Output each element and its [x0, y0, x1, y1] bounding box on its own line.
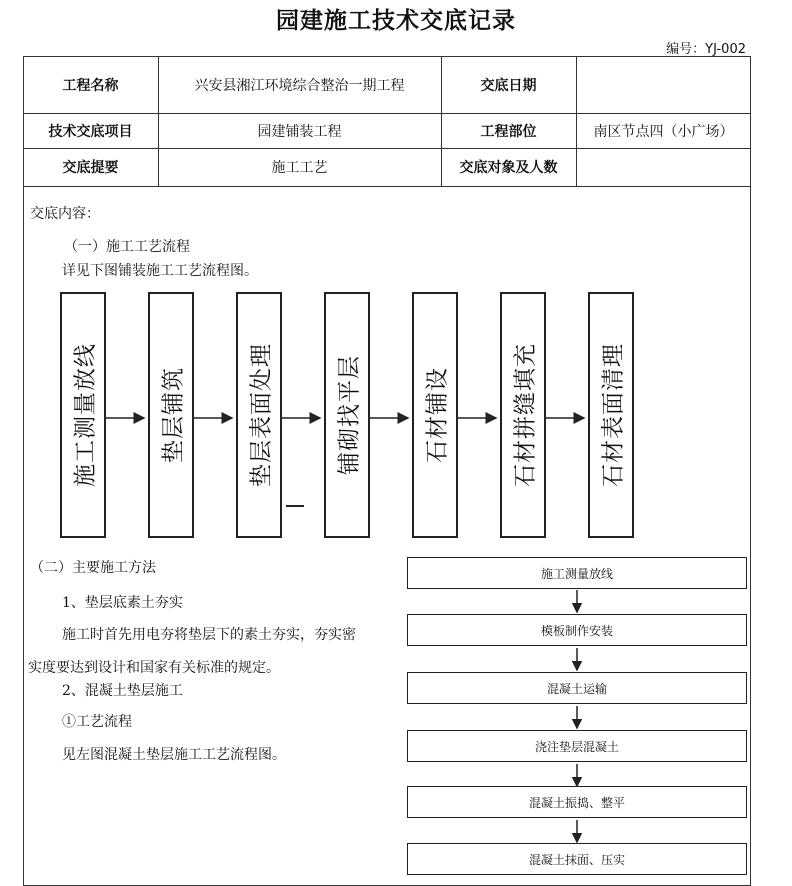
briefing-summary-value: 施工工艺	[271, 160, 328, 176]
concrete-flow-step: 浇注垫层混凝土	[407, 730, 747, 762]
concrete-flow-step: 模板制作安装	[407, 614, 747, 646]
project-location-value: 南区节点四（小广场）	[593, 123, 734, 140]
flow-step: 石材表面清理	[588, 292, 634, 538]
flow-step: 垫层表面处理	[236, 292, 282, 538]
flow-step: 施工测量放线	[60, 292, 106, 538]
flow-step: 石材拼缝填充	[500, 292, 546, 538]
project-name-label: 工程名称	[62, 77, 119, 94]
item2-description: 见左图混凝土垫层施工工艺流程图。	[62, 747, 286, 763]
item1-title: 1、垫层底素土夯实	[62, 595, 183, 611]
concrete-flow-step: 混凝土运输	[407, 672, 747, 704]
content-heading: 交底内容：	[30, 206, 100, 222]
briefing-summary-label: 交底提要	[62, 160, 119, 176]
section1-description: 详见下图铺装施工工艺流程图。	[62, 263, 258, 279]
briefing-date-label: 交底日期	[480, 77, 537, 94]
item1-text-line: 施工时首先用电夯将垫层下的素土夯实，夯实密	[62, 627, 356, 643]
concrete-flow-step: 混凝土振捣、整平	[407, 786, 747, 818]
project-location-label: 工程部位	[480, 123, 537, 140]
concrete-flow-step: 施工测量放线	[407, 557, 747, 589]
item1-text-line: 实度要达到设计和国家有关标准的规定。	[28, 660, 280, 676]
briefing-item-value: 园建铺装工程	[257, 123, 342, 140]
item2-title: 2、混凝土垫层施工	[62, 683, 183, 699]
document-number: 编号：YJ-002	[666, 42, 746, 57]
page-title: 园建施工技术交底记录	[276, 8, 516, 34]
flow-step: 铺砌找平层	[324, 292, 370, 538]
flow-step: 石材铺设	[412, 292, 458, 538]
briefing-item-label: 技术交底项目	[48, 123, 133, 140]
audience-label: 交底对象及人数	[459, 160, 558, 176]
project-name-value: 兴安县湘江环境综合整治一期工程	[194, 77, 405, 94]
flow-step: 垫层铺筑	[148, 292, 194, 538]
concrete-flow-step: 混凝土抹面、压实	[407, 843, 747, 875]
section1-title: （一）施工工艺流程	[64, 239, 190, 255]
item2-subtitle: ①工艺流程	[62, 714, 132, 730]
section2-title: （二）主要施工方法	[30, 560, 156, 576]
